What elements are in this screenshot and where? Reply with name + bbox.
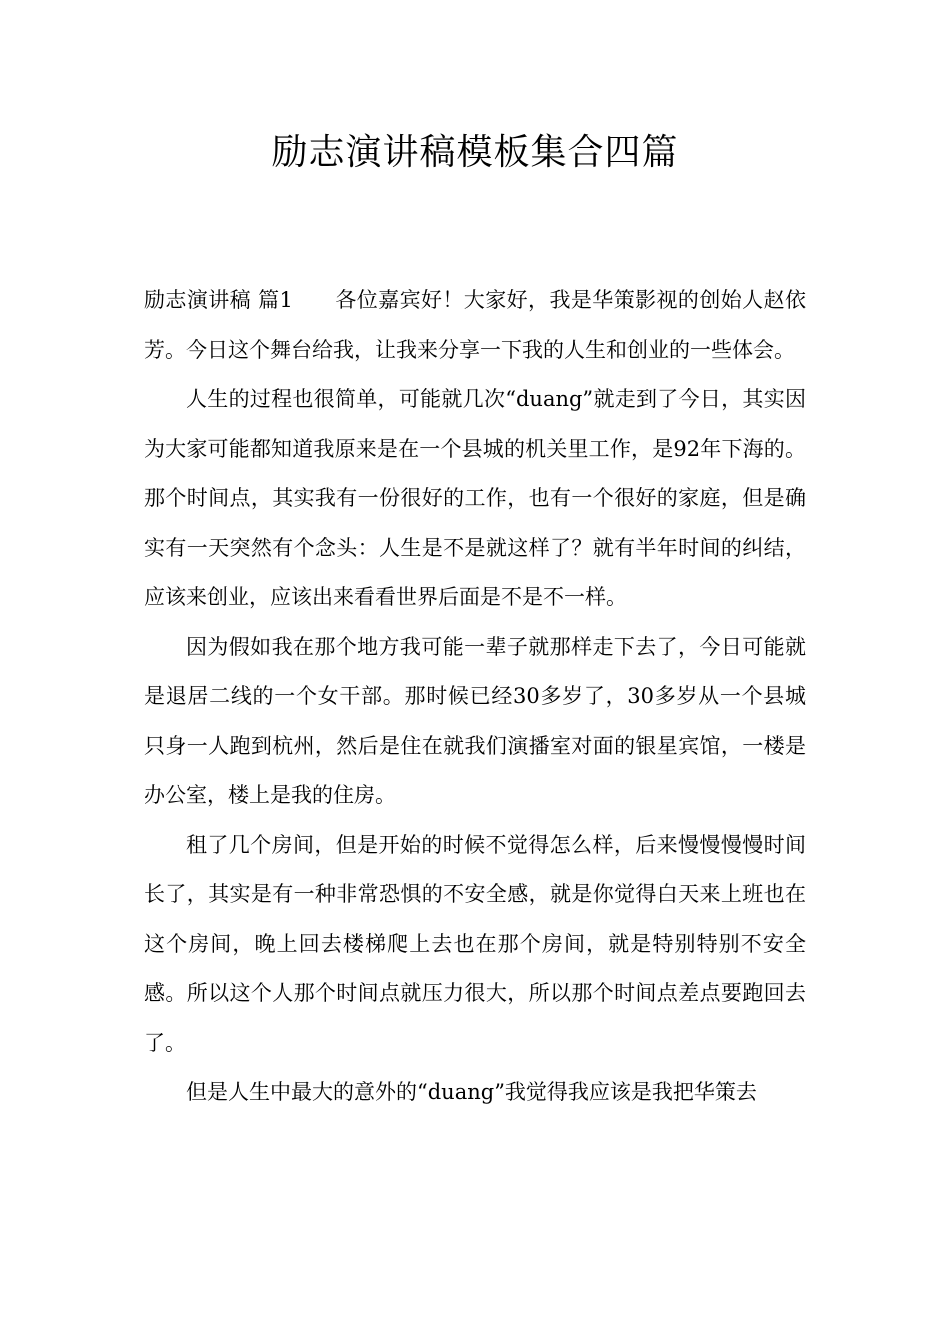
document-body xyxy=(144,276,806,1118)
paragraph-5: 但是人生中最大的意外的“duang”我觉得我应该是我把华策去 xyxy=(186,1080,757,1104)
paragraph-text: 各位嘉宾好！大家好，我是华策影视的创始人赵依芳。今日这个舞台给我，让我来分享一下我的人生和创业的一些体会。 xyxy=(144,288,806,362)
paragraph-1 xyxy=(144,276,806,375)
paragraph-2: 人生的过程也很简单，可能就几次“duang”就走到了今日，其实因为大家可能都知道我原来是在一个县城的机关里工作，是92年下海的。那个时间点，其实我有一份很好的工作，也有一个很好的家庭，但是确实有一天突然有个念头：人生是不是就这样了？就有半年时间的纠结，应该来创业，应该出来看看世界后面是不是不一样。 xyxy=(144,387,806,609)
document-title: 励志演讲稿模板集合四篇 xyxy=(271,132,679,173)
section-label: 励志演讲稿 篇1 xyxy=(144,288,293,312)
paragraph-3: 因为假如我在那个地方我可能一辈子就那样走下去了，今日可能就是退居二线的一个女干部。那时候已经30多岁了，30多岁从一个县城只身一人跑到杭州，然后是住在就我们演播室对面的银星宾馆，一楼是办公室，楼上是我的住房。 xyxy=(144,634,806,807)
paragraph-4: 租了几个房间，但是开始的时候不觉得怎么样，后来慢慢慢慢时间长了，其实是有一种非常恐惧的不安全感，就是你觉得白天来上班也在这个房间，晚上回去楼梯爬上去也在那个房间，就是特别特别不安全感。所以这个人那个时间点就压力很大，所以那个时间点差点要跑回去了。 xyxy=(144,832,806,1055)
